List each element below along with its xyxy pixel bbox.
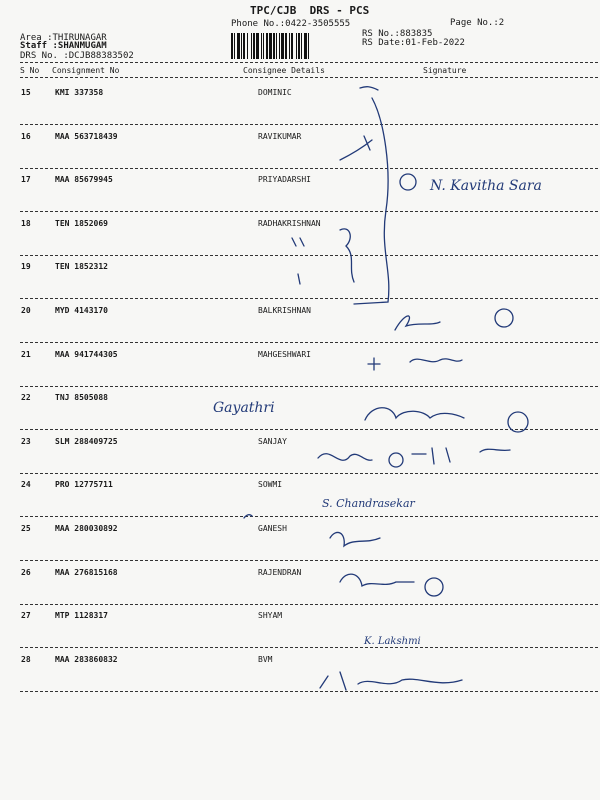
row-divider [20, 342, 598, 343]
sheet-title: TPC/CJB DRS - PCS [250, 4, 370, 17]
row-consignment: PRO 12775711 [55, 480, 113, 489]
row-consignment: MAA 941744305 [55, 350, 118, 359]
row-consignee: BVM [258, 655, 273, 664]
row-consignee: RAJENDRAN [258, 568, 302, 577]
row-sno: 15 [21, 88, 31, 97]
row-consignment: MYD 4143170 [55, 306, 108, 315]
row-divider [20, 473, 598, 474]
divider [20, 62, 598, 63]
drs-number: DRS No. :DCJB88383502 [20, 51, 134, 61]
row-consignment: MAA 283860832 [55, 655, 118, 664]
row-divider [20, 255, 598, 256]
row-sno: 17 [21, 175, 31, 184]
row-divider [20, 691, 598, 692]
row-consignee: SANJAY [258, 437, 287, 446]
phone-number: Phone No.:0422-3505555 [231, 19, 351, 29]
row-sno: 28 [21, 655, 31, 664]
handwritten-name: K. Lakshmi [364, 636, 421, 647]
row-consignee: RADHAKRISHNAN [258, 219, 321, 228]
row-consignee: SOWMI [258, 480, 283, 489]
row-consignee: PRIYADARSHI [258, 175, 311, 184]
row-consignment: TEN 1852312 [55, 262, 108, 271]
row-sno: 23 [21, 437, 31, 446]
row-consignee: DOMINIC [258, 88, 292, 97]
row-sno: 22 [21, 393, 31, 402]
row-sno: 16 [21, 132, 31, 141]
row-sno: 24 [21, 480, 31, 489]
row-sno: 26 [21, 568, 31, 577]
rs-number: RS No.:883835 [362, 29, 433, 39]
row-consignee: GANESH [258, 524, 287, 533]
rs-date: RS Date:01-Feb-2022 [362, 38, 465, 48]
row-sno: 18 [21, 219, 31, 228]
row-consignee: RAVIKUMAR [258, 132, 302, 141]
row-divider [20, 298, 598, 299]
row-consignment: MAA 563718439 [55, 132, 118, 141]
row-divider [20, 647, 598, 648]
col-consignment: Consignment No [52, 66, 120, 75]
row-divider [20, 560, 598, 561]
row-divider [20, 386, 598, 387]
row-consignment: MAA 276815168 [55, 568, 118, 577]
row-consignment: KMI 337358 [55, 88, 104, 97]
row-sno: 20 [21, 306, 31, 315]
row-sno: 25 [21, 524, 31, 533]
row-consignee: MAHGESHWARI [258, 350, 311, 359]
col-consignee: Consignee Details [243, 66, 325, 75]
row-consignment: TEN 1852069 [55, 219, 108, 228]
row-sno: 27 [21, 611, 31, 620]
row-consignment: MTP 1128317 [55, 611, 108, 620]
handwritten-name: S. Chandrasekar [322, 497, 415, 510]
col-sno: S No [20, 66, 40, 75]
row-consignee: SHYAM [258, 611, 283, 620]
row-divider [20, 124, 598, 125]
staff-label: Staff :SHANMUGAM [20, 41, 107, 51]
row-divider [20, 516, 598, 517]
row-consignment: SLM 288409725 [55, 437, 118, 446]
row-consignee: BALKRISHNAN [258, 306, 311, 315]
row-sno: 21 [21, 350, 31, 359]
area-label: Area :THIRUNAGAR [20, 33, 107, 43]
barcode-image [231, 33, 354, 59]
handwritten-name: N. Kavitha Sara [430, 178, 542, 194]
page-number: Page No.:2 [450, 18, 505, 28]
divider [20, 77, 598, 78]
handwritten-name: Gayathri [213, 400, 275, 416]
row-consignment: MAA 85679945 [55, 175, 113, 184]
row-consignment: TNJ 8505088 [55, 393, 108, 402]
row-divider [20, 168, 598, 169]
col-signature: Signature [423, 66, 467, 75]
row-consignment: MAA 280030892 [55, 524, 118, 533]
row-divider [20, 604, 598, 605]
row-divider [20, 429, 598, 430]
row-sno: 19 [21, 262, 31, 271]
row-divider [20, 211, 598, 212]
